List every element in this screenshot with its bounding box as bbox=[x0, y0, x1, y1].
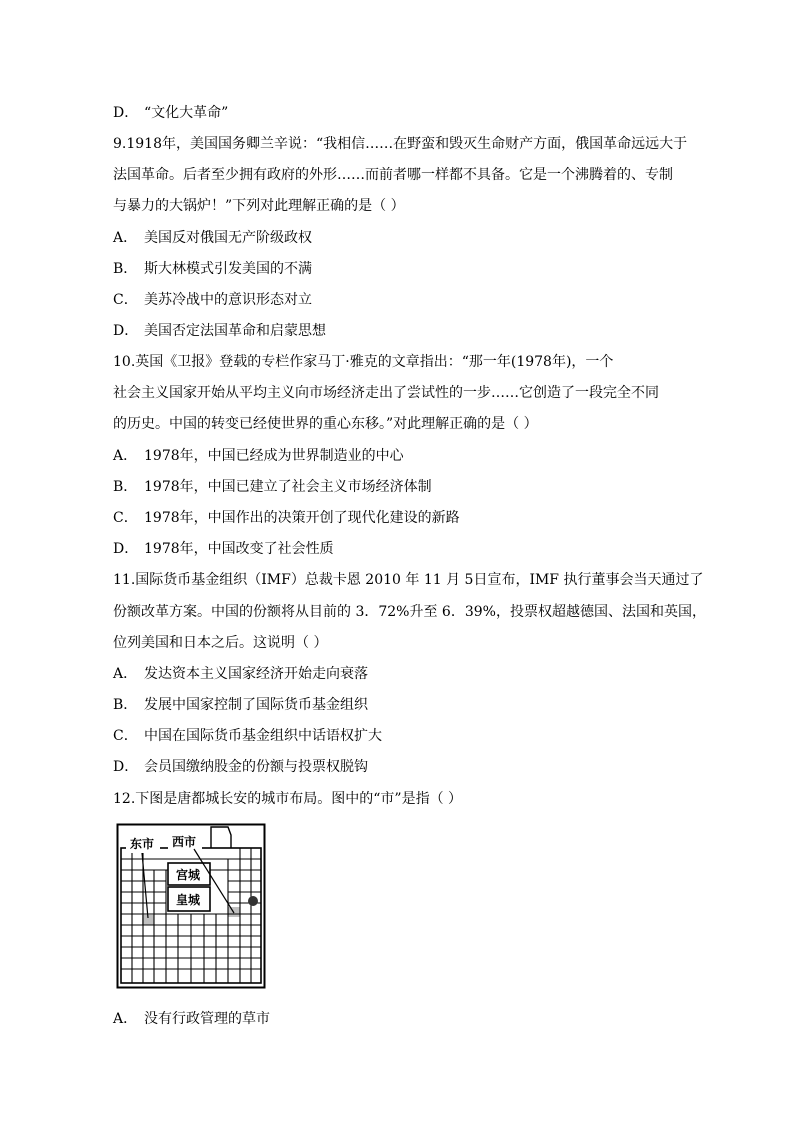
changan-city-map bbox=[116, 823, 266, 989]
q10-stem-line-3: 的历史。中国的转变已经使世界的重心东移。”对此理解正确的是（ ） bbox=[113, 416, 538, 432]
option-letter: B． bbox=[113, 697, 138, 713]
q11-stem-line-1: 11.国际货币基金组织（IMF）总裁卡恩 2010 年 11 月 5日宣布，IMF 执行董事会当天通过了 bbox=[113, 572, 704, 588]
q9-stem-line-1: 9.1918年，美国国务卿兰辛说：“我相信……在野蛮和毁灭生命财产方面，俄国革命远远大于 bbox=[113, 136, 688, 152]
q11-option-a bbox=[113, 665, 368, 683]
option-letter: D． bbox=[113, 541, 139, 557]
q9-option-b bbox=[113, 260, 312, 278]
q9-stem-line-2: 法国革命。后者至少拥有政府的外形……而前者哪一样都不具备。它是一个沸腾着的、专制 bbox=[113, 167, 673, 183]
q11-stem-line-3: 位列美国和日本之后。这说明（ ） bbox=[113, 635, 328, 651]
q10-option-d bbox=[113, 540, 334, 558]
east-market-label: 东市 bbox=[130, 837, 155, 851]
option-letter: D． bbox=[113, 759, 139, 775]
q10-stem-line-2: 社会主义国家开始从平均主义向市场经济走出了尝试性的一步……它创造了一段完全不同 bbox=[113, 385, 659, 401]
q9-option-c bbox=[113, 291, 312, 309]
option-text: 发展中国家控制了国际货币基金组织 bbox=[144, 697, 368, 713]
q9-stem-line-3: 与暴力的大锅炉！”下列对此理解正确的是（ ） bbox=[113, 198, 405, 214]
option-text: 美苏冷战中的意识形态对立 bbox=[144, 292, 312, 308]
option-letter: C． bbox=[113, 728, 138, 744]
q10-option-c bbox=[113, 509, 460, 527]
west-market-label: 西市 bbox=[172, 835, 197, 849]
option-text: 美国否定法国革命和启蒙思想 bbox=[144, 323, 326, 339]
option-letter: A． bbox=[113, 666, 138, 682]
west-market-block bbox=[228, 907, 240, 917]
option-letter: A． bbox=[113, 230, 138, 246]
option-letter: A． bbox=[113, 1011, 138, 1027]
q10-option-b bbox=[113, 478, 432, 496]
q9-option-d bbox=[113, 322, 326, 340]
option-letter: B． bbox=[113, 261, 138, 277]
option-text: 1978年，中国已经成为世界制造业的中心 bbox=[144, 448, 404, 464]
option-text: 斯大林模式引发美国的不满 bbox=[144, 261, 312, 277]
option-letter: B． bbox=[113, 479, 138, 495]
option-letter: C． bbox=[113, 510, 138, 526]
option-letter: C． bbox=[113, 292, 138, 308]
option-text: 中国在国际货币基金组织中话语权扩大 bbox=[144, 728, 382, 744]
q11-option-d bbox=[113, 758, 368, 776]
q10-stem-line-1: 10.英国《卫报》登载的专栏作家马丁·雅克的文章指出：“那一年(1978年)，一个 bbox=[113, 354, 614, 370]
option-text: “文化大革命” bbox=[144, 105, 229, 121]
option-letter: D． bbox=[113, 323, 139, 339]
q9-option-a bbox=[113, 229, 312, 247]
option-letter: D． bbox=[113, 105, 139, 121]
palace-city-label: 宫城 bbox=[176, 868, 201, 882]
q12-stem: 12.下图是唐都城长安的城市布局。图中的“市”是指（ ） bbox=[113, 791, 463, 807]
option-text: 1978年，中国已建立了社会主义市场经济体制 bbox=[144, 479, 432, 495]
q8-option-d bbox=[113, 104, 228, 122]
option-text: 会员国缴纳股金的份额与投票权脱钩 bbox=[144, 759, 368, 775]
option-letter: A． bbox=[113, 448, 138, 464]
q11-stem-line-2: 份额改革方案。中国的份额将从目前的 3．72%升至 6．39%，投票权超越德国、法国和英国， bbox=[113, 604, 706, 620]
pond-marker bbox=[248, 896, 258, 906]
q12-option-a bbox=[113, 1010, 270, 1028]
option-text: 没有行政管理的草市 bbox=[144, 1011, 270, 1027]
q11-option-c bbox=[113, 727, 382, 745]
east-market-block bbox=[142, 915, 154, 925]
imperial-city-label: 皇城 bbox=[176, 893, 201, 907]
q10-option-a bbox=[113, 447, 404, 465]
option-text: 1978年，中国作出的决策开创了现代化建设的新路 bbox=[144, 510, 460, 526]
option-text: 1978年，中国改变了社会性质 bbox=[144, 541, 334, 557]
option-text: 美国反对俄国无产阶级政权 bbox=[144, 230, 312, 246]
option-text: 发达资本主义国家经济开始走向衰落 bbox=[144, 666, 368, 682]
q11-option-b bbox=[113, 696, 368, 714]
